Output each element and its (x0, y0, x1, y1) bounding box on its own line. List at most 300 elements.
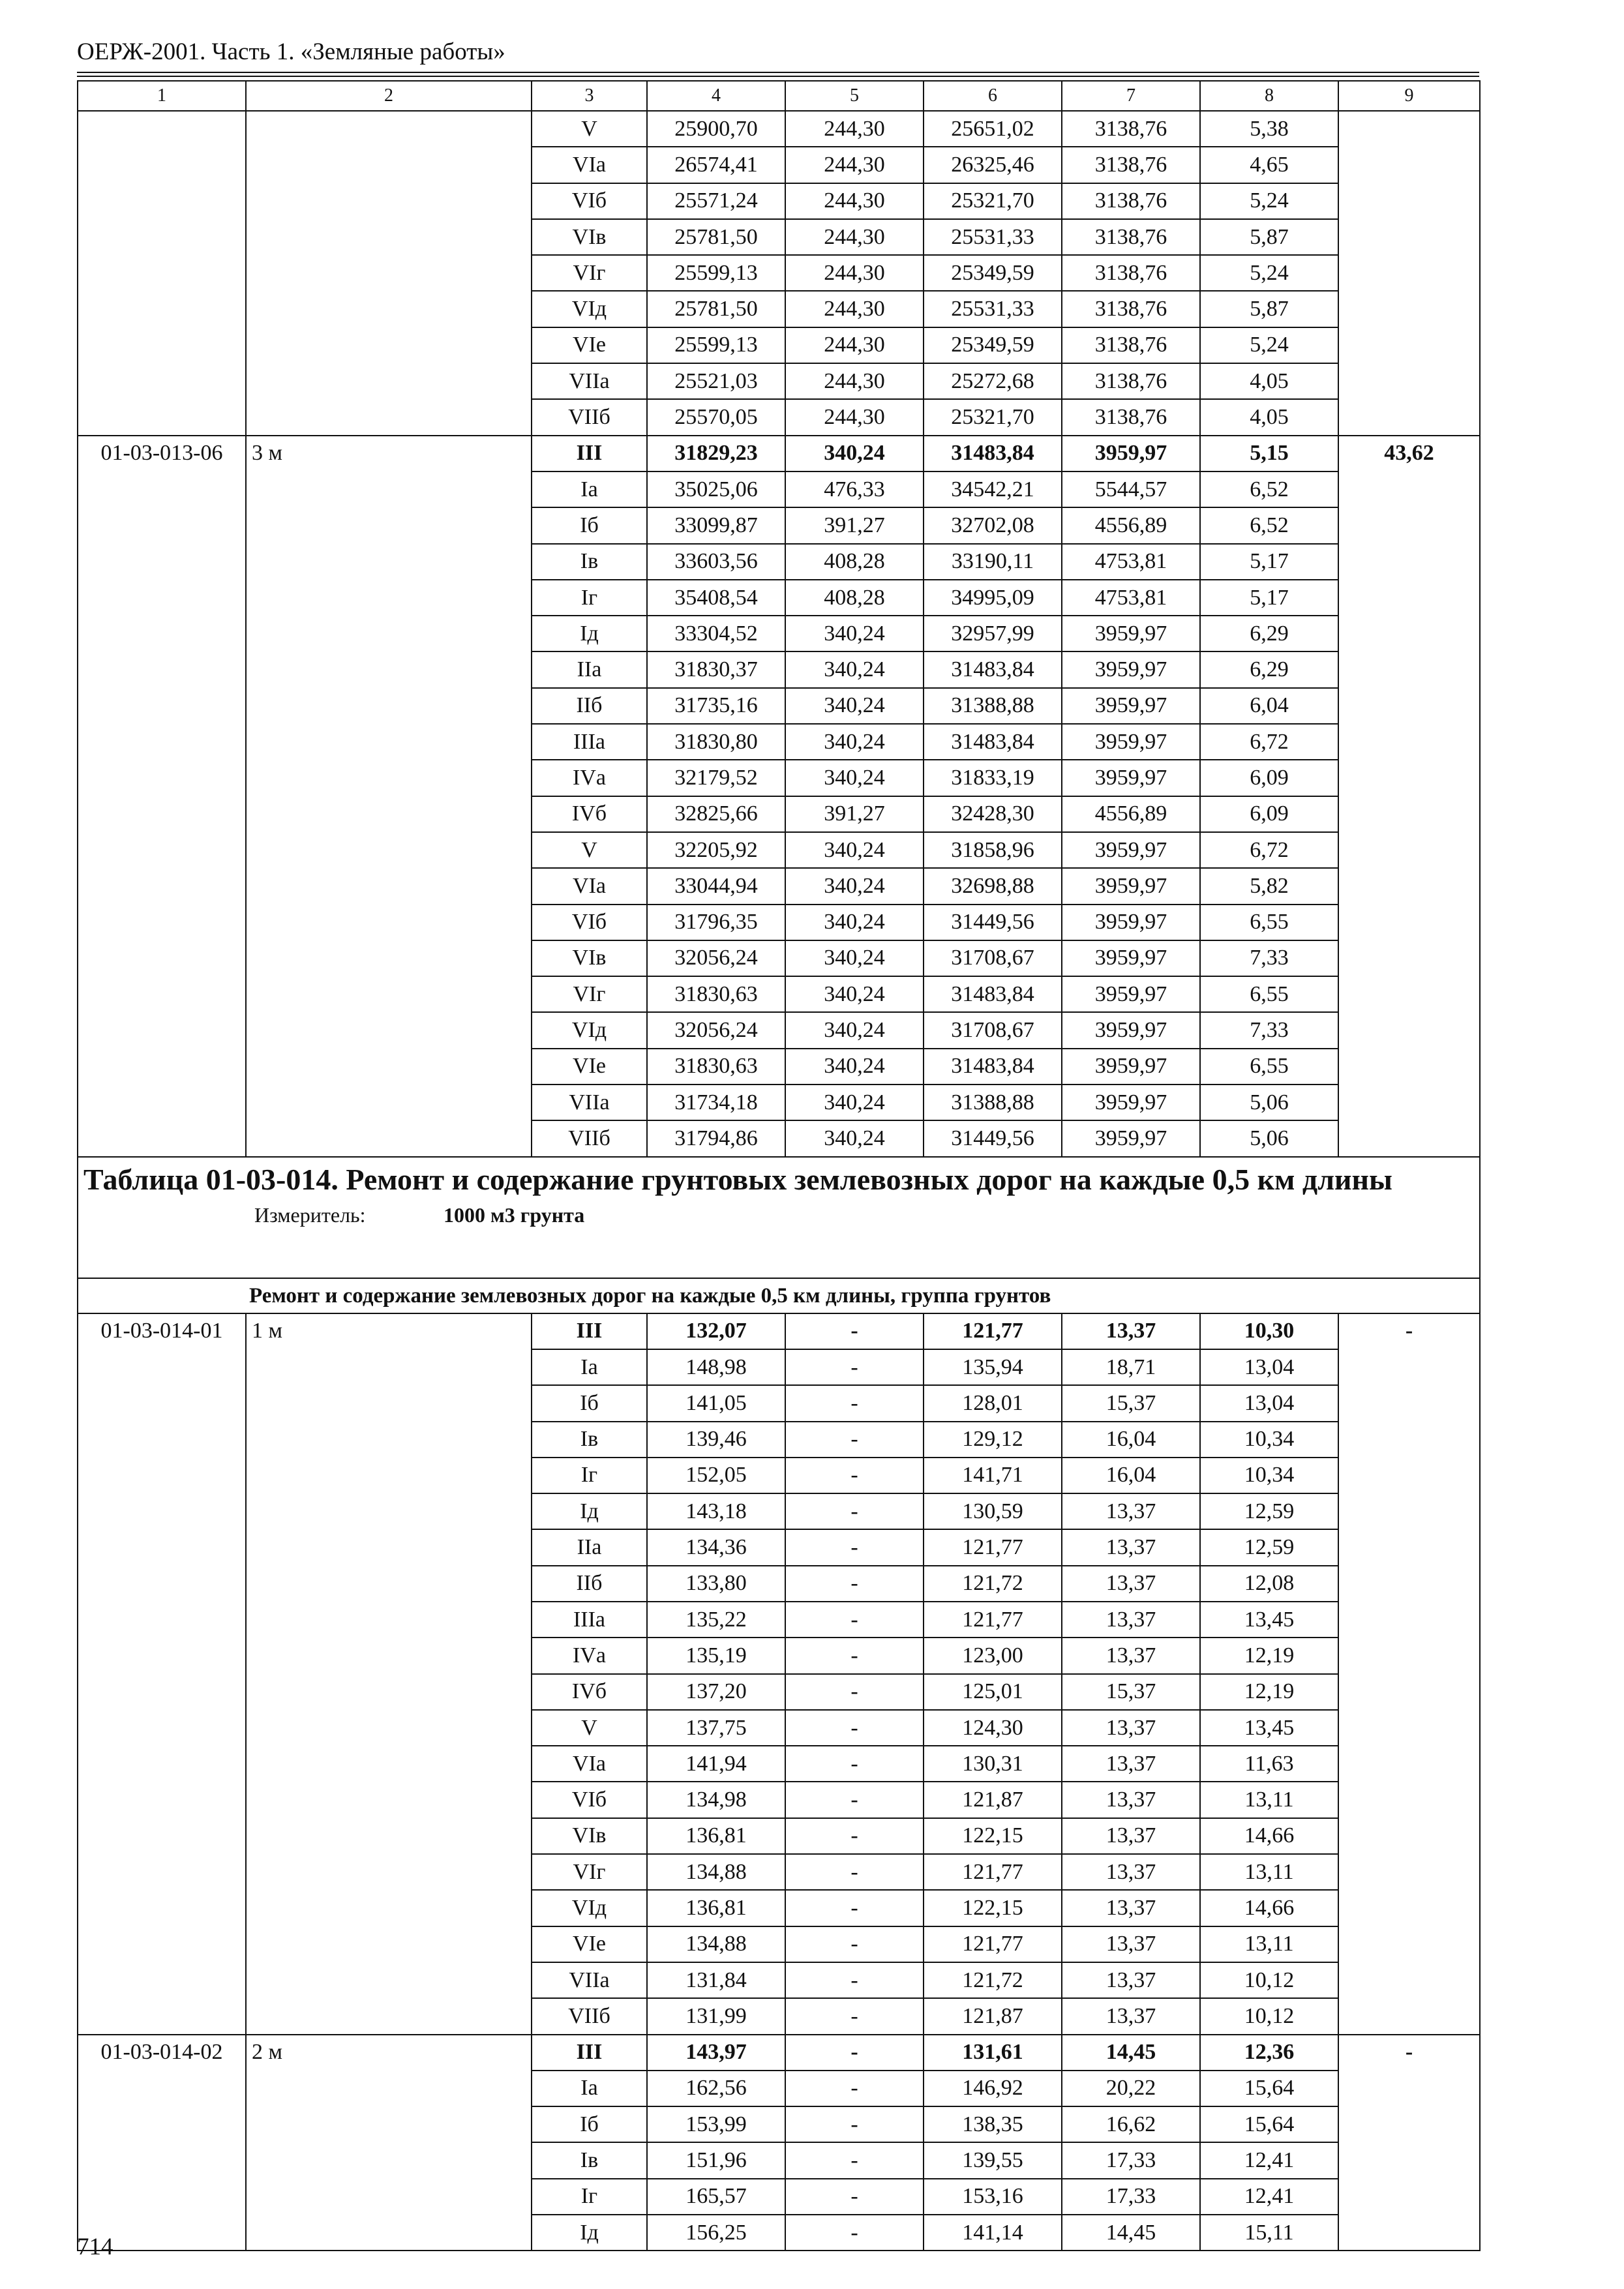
value-cell: 31796,35 (647, 905, 785, 940)
meter-label: Измеритель: (254, 1203, 366, 1227)
soil-group: IIб (532, 1566, 647, 1602)
value-cell: 25571,24 (647, 183, 785, 219)
column-number: 7 (1062, 81, 1200, 111)
value-cell: 6,09 (1200, 796, 1338, 832)
value-col9: - (1338, 1313, 1480, 2035)
value-cell: 26325,46 (924, 147, 1062, 183)
value-cell: 134,88 (647, 1854, 785, 1890)
value-cell: 15,64 (1200, 2071, 1338, 2106)
value-cell: 13,37 (1062, 1529, 1200, 1565)
soil-group: VIв (532, 940, 647, 976)
value-cell: 15,11 (1200, 2215, 1338, 2251)
value-cell: - (785, 1998, 924, 2034)
value-cell: - (785, 2071, 924, 2106)
value-cell: 136,81 (647, 1818, 785, 1854)
value-cell: 340,24 (785, 976, 924, 1012)
value-cell: 31830,63 (647, 976, 785, 1012)
column-number: 5 (785, 81, 924, 111)
soil-group: VIIа (532, 1962, 647, 1998)
value-cell: 5,38 (1200, 111, 1338, 147)
value-cell: 14,66 (1200, 1818, 1338, 1854)
value-cell: 15,37 (1062, 1674, 1200, 1710)
table-title-cell (78, 1157, 1480, 1278)
value-cell: 13,37 (1062, 1638, 1200, 1673)
soil-group: VIв (532, 219, 647, 255)
value-cell: 244,30 (785, 111, 924, 147)
value-cell: 3138,76 (1062, 183, 1200, 219)
value-cell: 12,59 (1200, 1529, 1338, 1565)
soil-group: Iг (532, 580, 647, 616)
value-cell: 121,77 (924, 1926, 1062, 1962)
value-cell: 137,20 (647, 1674, 785, 1710)
value-cell: 143,97 (647, 2035, 785, 2071)
value-cell: - (785, 1529, 924, 1565)
value-cell: 25599,13 (647, 327, 785, 363)
soil-group: VIе (532, 1049, 647, 1085)
value-cell: 31708,67 (924, 1012, 1062, 1048)
value-cell: - (785, 1313, 924, 1349)
value-cell: - (785, 1818, 924, 1854)
value-cell: 10,30 (1200, 1313, 1338, 1349)
value-cell: - (785, 1493, 924, 1529)
rate-description: 2 м (246, 2035, 532, 2251)
value-cell: 340,24 (785, 1049, 924, 1085)
table-row (78, 111, 1480, 147)
rate-description: 3 м (246, 436, 532, 1157)
value-cell: 32056,24 (647, 940, 785, 976)
value-cell: 12,59 (1200, 1493, 1338, 1529)
value-cell: 31830,80 (647, 724, 785, 760)
value-cell: 6,52 (1200, 471, 1338, 507)
value-cell: 32957,99 (924, 616, 1062, 651)
value-cell: 25349,59 (924, 327, 1062, 363)
value-cell: - (785, 1638, 924, 1673)
value-cell: 3138,76 (1062, 147, 1200, 183)
soil-group: III (532, 436, 647, 471)
value-cell: 244,30 (785, 363, 924, 399)
value-cell: 25321,70 (924, 183, 1062, 219)
value-cell: 244,30 (785, 255, 924, 291)
value-cell: 13,37 (1062, 1926, 1200, 1962)
value-cell: 3959,97 (1062, 724, 1200, 760)
value-cell: 12,36 (1200, 2035, 1338, 2071)
value-cell: 121,72 (924, 1962, 1062, 1998)
column-number: 2 (246, 81, 532, 111)
value-cell: 391,27 (785, 507, 924, 543)
value-cell: 14,45 (1062, 2215, 1200, 2251)
soil-group: IVб (532, 1674, 647, 1710)
soil-group: VIIа (532, 363, 647, 399)
soil-group: V (532, 1710, 647, 1746)
value-cell: 3138,76 (1062, 363, 1200, 399)
table-title-row (78, 1157, 1480, 1278)
value-cell: 31794,86 (647, 1120, 785, 1156)
soil-group: IVа (532, 1638, 647, 1673)
table-row (78, 436, 1480, 471)
value-cell: 31830,37 (647, 651, 785, 687)
value-cell: 3138,76 (1062, 327, 1200, 363)
value-cell: 3138,76 (1062, 219, 1200, 255)
value-cell: 16,04 (1062, 1422, 1200, 1458)
value-cell: 31483,84 (924, 724, 1062, 760)
soil-group: IIIа (532, 724, 647, 760)
value-cell: 32056,24 (647, 1012, 785, 1048)
value-cell: 340,24 (785, 832, 924, 868)
soil-group: IVа (532, 760, 647, 796)
table-body (78, 81, 1480, 2251)
value-cell: 25321,70 (924, 399, 1062, 435)
value-cell: 152,05 (647, 1458, 785, 1493)
header-rule (77, 72, 1479, 73)
value-cell: 32205,92 (647, 832, 785, 868)
value-cell: 5,24 (1200, 183, 1338, 219)
value-cell: - (785, 1602, 924, 1638)
value-cell: 4,05 (1200, 399, 1338, 435)
value-cell: 32698,88 (924, 868, 1062, 904)
value-cell: 31735,16 (647, 688, 785, 724)
value-cell: 31483,84 (924, 651, 1062, 687)
soil-group: VIIб (532, 1998, 647, 2034)
value-cell: 137,75 (647, 1710, 785, 1746)
soil-group: Iа (532, 2071, 647, 2106)
value-cell: 12,19 (1200, 1674, 1338, 1710)
value-cell: 3138,76 (1062, 111, 1200, 147)
soil-group: V (532, 832, 647, 868)
section-heading: Ремонт и содержание землевозных дорог на каждые 0,5 км длины, группа грунтов (78, 1278, 1480, 1313)
value-cell: 124,30 (924, 1710, 1062, 1746)
value-cell: 134,98 (647, 1782, 785, 1818)
value-cell: 340,24 (785, 1012, 924, 1048)
column-number-row (78, 81, 1480, 111)
value-cell: 34542,21 (924, 471, 1062, 507)
value-cell: 5,82 (1200, 868, 1338, 904)
value-cell: 3959,97 (1062, 1049, 1200, 1085)
value-cell: 148,98 (647, 1349, 785, 1385)
soil-group: VIб (532, 183, 647, 219)
page-header: ОЕРЖ-2001. Часть 1. «Земляные работы» (77, 38, 505, 65)
value-cell: 31833,19 (924, 760, 1062, 796)
value-cell: 5,24 (1200, 255, 1338, 291)
soil-group: VIб (532, 905, 647, 940)
table-row (78, 1313, 1480, 1349)
value-cell: - (785, 1674, 924, 1710)
soil-group: VIе (532, 327, 647, 363)
value-cell: 6,52 (1200, 507, 1338, 543)
value-cell: 13,37 (1062, 1782, 1200, 1818)
soil-group: IIIа (532, 1602, 647, 1638)
value-cell: 153,99 (647, 2106, 785, 2142)
value-cell: 3138,76 (1062, 255, 1200, 291)
value-cell: 13,45 (1200, 1710, 1338, 1746)
value-cell: 141,71 (924, 1458, 1062, 1493)
value-cell: 136,81 (647, 1890, 785, 1926)
value-cell: 3138,76 (1062, 291, 1200, 327)
value-cell: 3959,97 (1062, 976, 1200, 1012)
value-cell: 32825,66 (647, 796, 785, 832)
rate-code: 01-03-014-01 (78, 1313, 246, 2035)
value-cell: 3959,97 (1062, 688, 1200, 724)
value-cell: 139,46 (647, 1422, 785, 1458)
value-cell: 17,33 (1062, 2142, 1200, 2178)
value-cell: 4,05 (1200, 363, 1338, 399)
value-cell: 5,24 (1200, 327, 1338, 363)
value-cell: - (785, 1458, 924, 1493)
rate-description: 1 м (246, 1313, 532, 2035)
value-cell: 391,27 (785, 796, 924, 832)
soil-group: Iв (532, 544, 647, 580)
value-cell: 4556,89 (1062, 796, 1200, 832)
soil-group: Iд (532, 1493, 647, 1529)
soil-group: VIб (532, 1782, 647, 1818)
value-cell: 13,37 (1062, 1746, 1200, 1782)
soil-group: VIд (532, 1012, 647, 1048)
value-cell: 156,25 (647, 2215, 785, 2251)
soil-group: VIIб (532, 399, 647, 435)
value-cell: 18,71 (1062, 1349, 1200, 1385)
value-cell: 3959,97 (1062, 868, 1200, 904)
value-cell: 131,61 (924, 2035, 1062, 2071)
value-cell: 121,77 (924, 1529, 1062, 1565)
value-cell: 123,00 (924, 1638, 1062, 1673)
soil-group: Iа (532, 471, 647, 507)
value-cell: 131,99 (647, 1998, 785, 2034)
soil-group: Iб (532, 1385, 647, 1421)
value-cell: 16,62 (1062, 2106, 1200, 2142)
value-cell: 3959,97 (1062, 940, 1200, 976)
value-cell: 122,15 (924, 1890, 1062, 1926)
value-cell: 340,24 (785, 868, 924, 904)
value-cell: 10,12 (1200, 1998, 1338, 2034)
value-cell: 6,72 (1200, 832, 1338, 868)
soil-group: V (532, 111, 647, 147)
value-cell: 13,11 (1200, 1782, 1338, 1818)
value-cell: 244,30 (785, 219, 924, 255)
value-cell: 6,55 (1200, 905, 1338, 940)
value-cell: 25900,70 (647, 111, 785, 147)
value-cell: 340,24 (785, 1085, 924, 1120)
value-cell: 4,65 (1200, 147, 1338, 183)
value-cell: 15,37 (1062, 1385, 1200, 1421)
value-cell: 146,92 (924, 2071, 1062, 2106)
value-cell: 3959,97 (1062, 436, 1200, 471)
value-cell: - (785, 1890, 924, 1926)
soil-group: VIг (532, 1854, 647, 1890)
soil-group: Iб (532, 2106, 647, 2142)
value-cell: 5,06 (1200, 1085, 1338, 1120)
value-cell: 408,28 (785, 580, 924, 616)
value-cell: 244,30 (785, 291, 924, 327)
value-cell: 13,37 (1062, 1566, 1200, 1602)
value-cell: 13,11 (1200, 1854, 1338, 1890)
value-cell: 5,17 (1200, 580, 1338, 616)
value-cell: 13,37 (1062, 1818, 1200, 1854)
value-cell: 121,87 (924, 1782, 1062, 1818)
value-cell: 6,09 (1200, 760, 1338, 796)
soil-group: VIд (532, 1890, 647, 1926)
soil-group: VIа (532, 1746, 647, 1782)
value-cell: 14,45 (1062, 2035, 1200, 2071)
value-cell: 340,24 (785, 1120, 924, 1156)
value-cell: 13,11 (1200, 1926, 1338, 1962)
value-cell: 13,37 (1062, 1854, 1200, 1890)
value-cell: 12,08 (1200, 1566, 1338, 1602)
value-cell: - (785, 1926, 924, 1962)
value-cell: 33190,11 (924, 544, 1062, 580)
section-row (78, 1278, 1480, 1313)
value-cell: - (785, 1710, 924, 1746)
value-cell: 7,33 (1200, 940, 1338, 976)
value-cell: 13,37 (1062, 1962, 1200, 1998)
value-cell: 13,37 (1062, 1998, 1200, 2034)
soil-group: IVб (532, 796, 647, 832)
value-cell: 25531,33 (924, 291, 1062, 327)
value-cell: 5,87 (1200, 219, 1338, 255)
value-cell: 4753,81 (1062, 544, 1200, 580)
value-cell: 3959,97 (1062, 651, 1200, 687)
value-cell: 16,04 (1062, 1458, 1200, 1493)
value-cell: 121,77 (924, 1602, 1062, 1638)
value-cell: 135,22 (647, 1602, 785, 1638)
value-cell: 13,37 (1062, 1890, 1200, 1926)
value-cell: 25781,50 (647, 219, 785, 255)
table-row (78, 2035, 1480, 2071)
value-cell: 13,04 (1200, 1349, 1338, 1385)
value-cell: 25349,59 (924, 255, 1062, 291)
value-cell: 12,41 (1200, 2142, 1338, 2178)
value-cell: 35025,06 (647, 471, 785, 507)
value-cell: 128,01 (924, 1385, 1062, 1421)
value-cell: 10,34 (1200, 1422, 1338, 1458)
rate-code: 01-03-013-06 (78, 436, 246, 1157)
value-cell: 33603,56 (647, 544, 785, 580)
soil-group: Iг (532, 2179, 647, 2215)
value-cell: 134,36 (647, 1529, 785, 1565)
value-cell: 25531,33 (924, 219, 1062, 255)
value-cell: - (785, 1385, 924, 1421)
value-cell: 17,33 (1062, 2179, 1200, 2215)
soil-group: IIа (532, 1529, 647, 1565)
column-number: 4 (647, 81, 785, 111)
value-cell: 32428,30 (924, 796, 1062, 832)
soil-group: Iа (532, 1349, 647, 1385)
value-col9 (1338, 111, 1480, 436)
value-cell: 3959,97 (1062, 1120, 1200, 1156)
value-cell: 31483,84 (924, 436, 1062, 471)
value-cell: 15,64 (1200, 2106, 1338, 2142)
value-cell: 13,04 (1200, 1385, 1338, 1421)
value-col9: - (1338, 2035, 1480, 2251)
value-cell: 340,24 (785, 940, 924, 976)
meter-line (83, 1203, 1474, 1227)
value-cell: 151,96 (647, 2142, 785, 2178)
column-number: 1 (78, 81, 246, 111)
value-cell: 340,24 (785, 436, 924, 471)
column-number: 9 (1338, 81, 1480, 111)
value-cell: 31708,67 (924, 940, 1062, 976)
value-cell: 3959,97 (1062, 760, 1200, 796)
value-cell: 25651,02 (924, 111, 1062, 147)
rate-code (78, 111, 246, 436)
value-cell: 3138,76 (1062, 399, 1200, 435)
value-cell: 25570,05 (647, 399, 785, 435)
value-cell: - (785, 1854, 924, 1890)
table-title: Таблица 01-03-014. Ремонт и содержание грунтовых землевозных дорог на каждые 0,5 км длины (83, 1162, 1392, 1196)
value-cell: - (785, 1782, 924, 1818)
value-cell: 5,06 (1200, 1120, 1338, 1156)
value-cell: - (785, 1349, 924, 1385)
value-cell: 12,19 (1200, 1638, 1338, 1673)
value-cell: 13,37 (1062, 1710, 1200, 1746)
value-cell: 6,72 (1200, 724, 1338, 760)
value-cell: 139,55 (924, 2142, 1062, 2178)
value-col9: 43,62 (1338, 436, 1480, 1157)
value-cell: 138,35 (924, 2106, 1062, 2142)
value-cell: 25781,50 (647, 291, 785, 327)
value-cell: 32179,52 (647, 760, 785, 796)
value-cell: 131,84 (647, 1962, 785, 1998)
value-cell: 125,01 (924, 1674, 1062, 1710)
value-cell: 141,05 (647, 1385, 785, 1421)
rate-description (246, 111, 532, 436)
soil-group: VIг (532, 255, 647, 291)
value-cell: 408,28 (785, 544, 924, 580)
value-cell: 5,15 (1200, 436, 1338, 471)
value-cell: 33099,87 (647, 507, 785, 543)
value-cell: 34995,09 (924, 580, 1062, 616)
value-cell: 476,33 (785, 471, 924, 507)
value-cell: - (785, 2142, 924, 2178)
header-rule-thin (77, 76, 1479, 77)
value-cell: 244,30 (785, 183, 924, 219)
value-cell: 31734,18 (647, 1085, 785, 1120)
value-cell: - (785, 1422, 924, 1458)
value-cell: - (785, 1566, 924, 1602)
value-cell: 340,24 (785, 616, 924, 651)
value-cell: 130,31 (924, 1746, 1062, 1782)
value-cell: 31829,23 (647, 436, 785, 471)
value-cell: 162,56 (647, 2071, 785, 2106)
value-cell: - (785, 2179, 924, 2215)
value-cell: 32702,08 (924, 507, 1062, 543)
value-cell: 31483,84 (924, 976, 1062, 1012)
value-cell: 31483,84 (924, 1049, 1062, 1085)
value-cell: 121,87 (924, 1998, 1062, 2034)
value-cell: 340,24 (785, 724, 924, 760)
value-cell: 3959,97 (1062, 1085, 1200, 1120)
rate-code: 01-03-014-02 (78, 2035, 246, 2251)
soil-group: III (532, 2035, 647, 2071)
value-cell: - (785, 2215, 924, 2251)
value-cell: 25521,03 (647, 363, 785, 399)
value-cell: 340,24 (785, 688, 924, 724)
value-cell: 31858,96 (924, 832, 1062, 868)
soil-group: VIе (532, 1926, 647, 1962)
value-cell: - (785, 1746, 924, 1782)
value-cell: 4753,81 (1062, 580, 1200, 616)
page-number: 714 (77, 2234, 113, 2260)
value-cell: 33304,52 (647, 616, 785, 651)
value-cell: 121,77 (924, 1313, 1062, 1349)
value-cell: 3959,97 (1062, 905, 1200, 940)
soil-group: IIб (532, 688, 647, 724)
value-cell: 143,18 (647, 1493, 785, 1529)
value-cell: 121,77 (924, 1854, 1062, 1890)
soil-group: Iв (532, 2142, 647, 2178)
value-cell: 25272,68 (924, 363, 1062, 399)
value-cell: 26574,41 (647, 147, 785, 183)
value-cell: 5,17 (1200, 544, 1338, 580)
value-cell: 134,88 (647, 1926, 785, 1962)
